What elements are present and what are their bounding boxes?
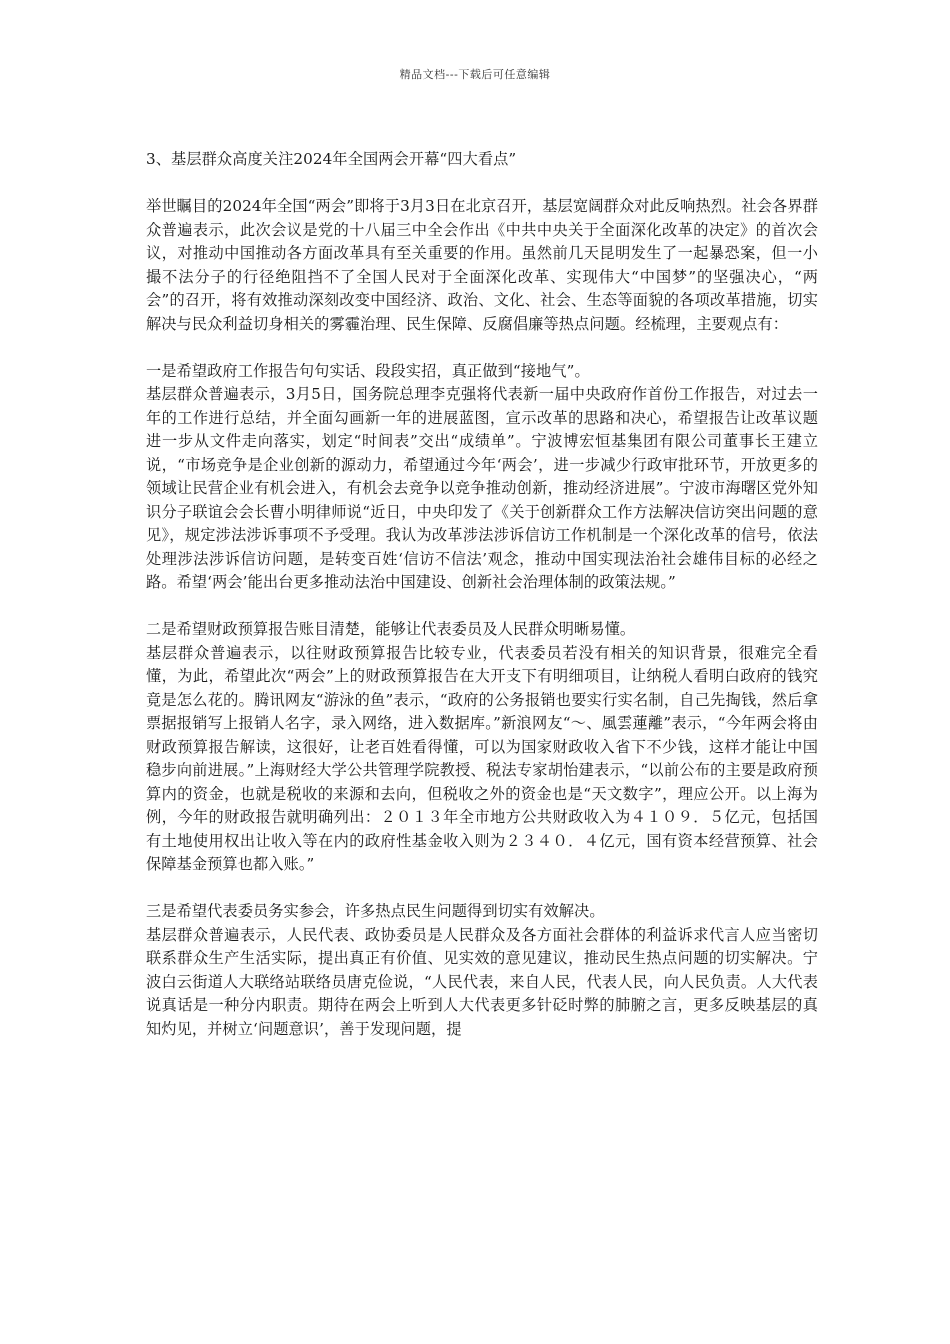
section-2-heading: 二是希望财政预算报告账目清楚，能够让代表委员及人民群众明晰易懂。 (146, 620, 636, 638)
section-3-heading: 三是希望代表委员务实参会，许多热点民生问题得到切实有效解决。 (146, 902, 605, 920)
header-note: 精品文档---下载后可任意编辑 (399, 68, 551, 81)
section-1-body: 基层群众普遍表示，3月5日，国务院总理李克强将代表新一届中央政府作首份工作报告，对过去一年的工作进行总结，并全面勾画新一年的进展蓝图，宣示改革的思路和决心，希望报告让改革议题进一步从文件走向落实，划定“时间表”交出“成绩单”。宁波博宏恒基集团有限公司董事长王建立说，“市场竞争是企业创新的源动力，希望通过今年‘两会’，进一步减少行政审批环节，开放更多的领域让民营企业有机会进入，有机会去竞争以竞争推动创新，推动经济进展”。宁波市海曙区党外知识分子联谊会会长曹小明律师说“近日，中央印发了《关于创新群众工作方法解决信访突出问题的意见》，规定涉法涉诉事项不予受理。我认为改革涉法涉诉信访工作机制是一个深化改革的信号，依法处理涉法涉诉信访问题，是转变百姓‘信访不信法’观念，推动中国实现法治社会雄伟目标的必经之路。希望‘两会’能出台更多推动法治中国建设、创新社会治理体制的政策法规。” (146, 385, 818, 591)
intro-paragraph: 举世瞩目的2024年全国“两会”即将于3月3日在北京召开，基层宽阔群众对此反响热烈。社会各界群众普遍表示，此次会议是党的十八届三中全会作出《中共中央关于全面深化改革的决定》的首次会议，对推动中国推动各方面改革具有至关重要的作用。虽然前几天昆明发生了一起暴恐案，但一小撮不法分子的行径绝阻挡不了全国人民对于全面深化改革、实现伟大“中国梦”的坚强决心，“两会”的召开，将有效推动深刻改变中国经济、政治、文化、社会、生态等面貌的各项改革措施，切实解决与民众利益切身相关的雾霾治理、民生保障、反腐倡廉等热点问题。经梳理，主要观点有： (146, 197, 818, 333)
paragraph-gap (146, 172, 818, 196)
section-2-body: 基层群众普遍表示，以往财政预算报告比较专业，代表委员若没有相关的知识背景，很难完全看懂，为此，希望此次“两会”上的财政预算报告在大开支下有明细项目，让纳税人看明白政府的钱究竟是怎么花的。腾讯网友“游泳的鱼”表示，“政府的公务报销也要实行实名制，自己先掏钱，然后拿票据报销写上报销人名字，录入网络，进入数据库。”新浪网友“〜、風雲蓮離”表示，“今年两会将由财政预算报告解读，这很好，让老百姓看得懂，可以为国家财政收入省下不少钱，这样才能让中国稳步向前进展。”上海财经大学公共管理学院教授、税法专家胡怡建表示，“以前公布的主要是政府预算内的资金，也就是税收的来源和去向，但税收之外的资金也是“天文数字”，理应公开。以上海为例，今年的财政报告就明确列出：２０１３年全市地方公共财政收入为４１０９．５亿元，包括国有土地使用权出让收入等在内的政府性基金收入则为２３４０．４亿元，国有资本经营预算、社会保障基金预算也都入账。” (146, 643, 818, 873)
paragraph-gap (146, 595, 818, 619)
section-1-heading: 一是希望政府工作报告句句实话、段段实招，真正做到“接地气”。 (146, 361, 590, 380)
paragraph-gap (146, 336, 818, 360)
paragraph-gap (146, 877, 818, 901)
article-title: 3、基层群众高度关注2024年全国两会开幕“四大看点” (146, 150, 517, 168)
document-body (146, 148, 818, 1041)
section-3-body: 基层群众普遍表示，人民代表、政协委员是人民群众及各方面社会群体的利益诉求代言人应当密切联系群众生产生活实际，提出真正有价值、见实效的意见建议，推动民生热点问题的切实解决。宁波白云街道人大联络站联络员唐克俭说，“人民代表，来自人民，代表人民，向人民负责。人大代表说真话是一种分内职责。期待在两会上听到人大代表更多针砭时弊的肺腑之言，更多反映基层的真知灼见，并树立‘问题意识’，善于发现问题，提 (146, 925, 818, 1038)
